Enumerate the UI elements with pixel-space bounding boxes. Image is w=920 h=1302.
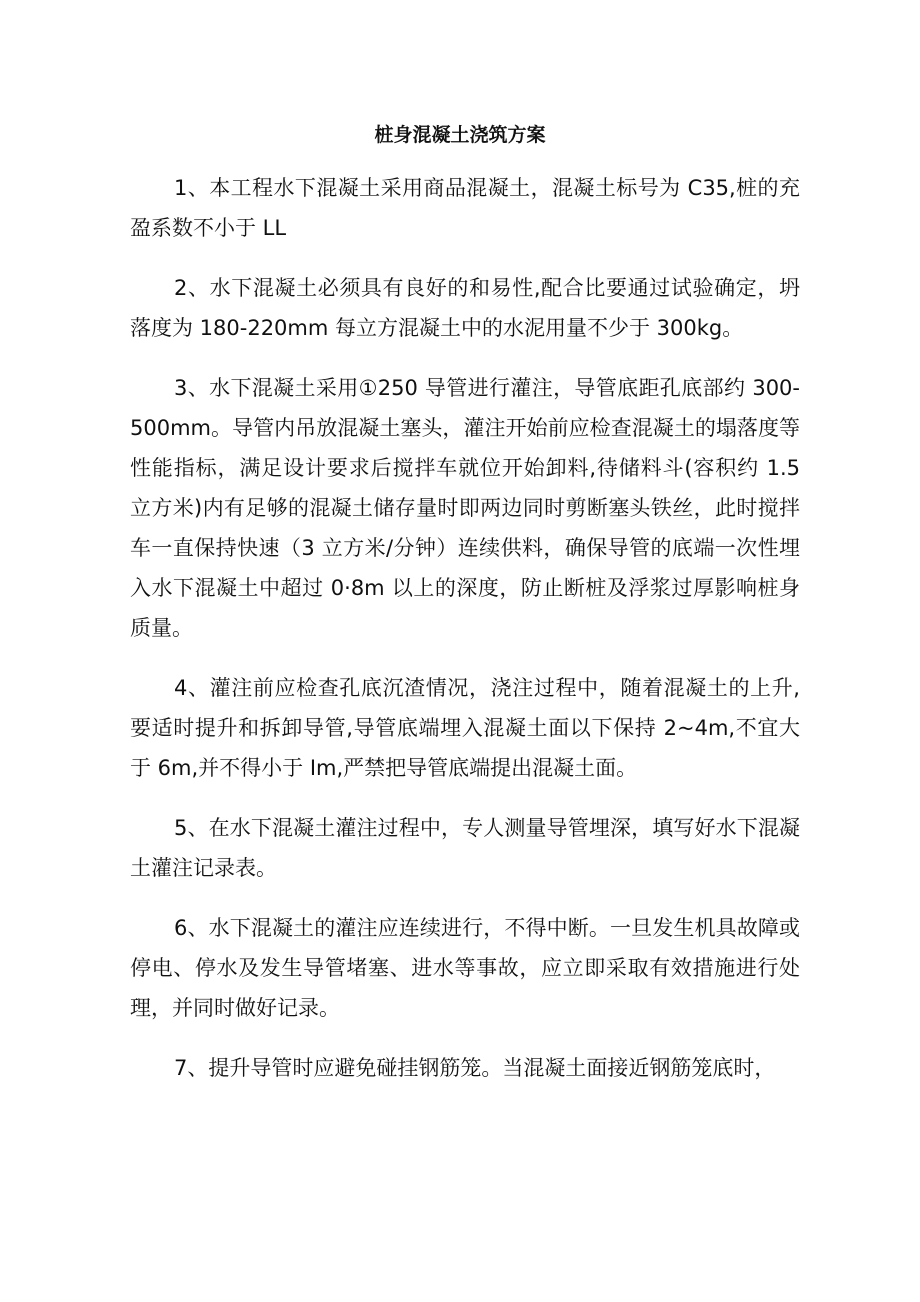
paragraph-7: 7、提升导管时应避免碰挂钢筋笼。当混凝土面接近钢筋笼底时，: [174, 1056, 776, 1080]
paragraph-5: 5、在水下混凝土灌注过程中，专人测量导管埋深，填写好水下混凝土灌注记录表。: [130, 816, 800, 880]
document-title: 桩身混凝土浇筑方案: [374, 124, 546, 146]
paragraph-3: 3、水下混凝土采用①250 导管进行灌注，导管底距孔底部约 300-500mm。导管内吊放混凝土塞头，灌注开始前应检查混凝土的塌落度等性能指标，满足设计要求后搅拌车就位开始卸料,待储料斗(容积约 1.5 立方米)内有足够的混凝土储存量时即两边同时剪断塞头铁丝，此时搅拌车一直保持快速（3 立方米/分钟）连续供料，确保导管的底端一次性埋入水下混凝土中超过 0·8m 以上的深度，防止断桩及浮浆过厚影响桩身质量。: [130, 376, 800, 640]
paragraph-2: 2、水下混凝土必须具有良好的和易性,配合比要通过试验确定，坍落度为 180-220mm 每立方混凝土中的水泥用量不少于 300kg。: [130, 276, 800, 340]
paragraph-4: 4、灌注前应检查孔底沉渣情况，浇注过程中，随着混凝土的上升,要适时提升和拆卸导管,导管底端埋入混凝土面以下保持 2~4m,不宜大于 6m,并不得小于 Im,严禁把导管底端提出混凝土面。: [130, 676, 800, 780]
document-body: [130, 168, 800, 1108]
paragraph-6: 6、水下混凝土的灌注应连续进行，不得中断。一旦发生机具故障或停电、停水及发生导管堵塞、进水等事故，应立即采取有效措施进行处理，并同时做好记录。: [130, 916, 800, 1020]
paragraph-1: 1、本工程水下混凝土采用商品混凝土，混凝土标号为 C35,桩的充盈系数不小于 LL: [130, 176, 800, 240]
